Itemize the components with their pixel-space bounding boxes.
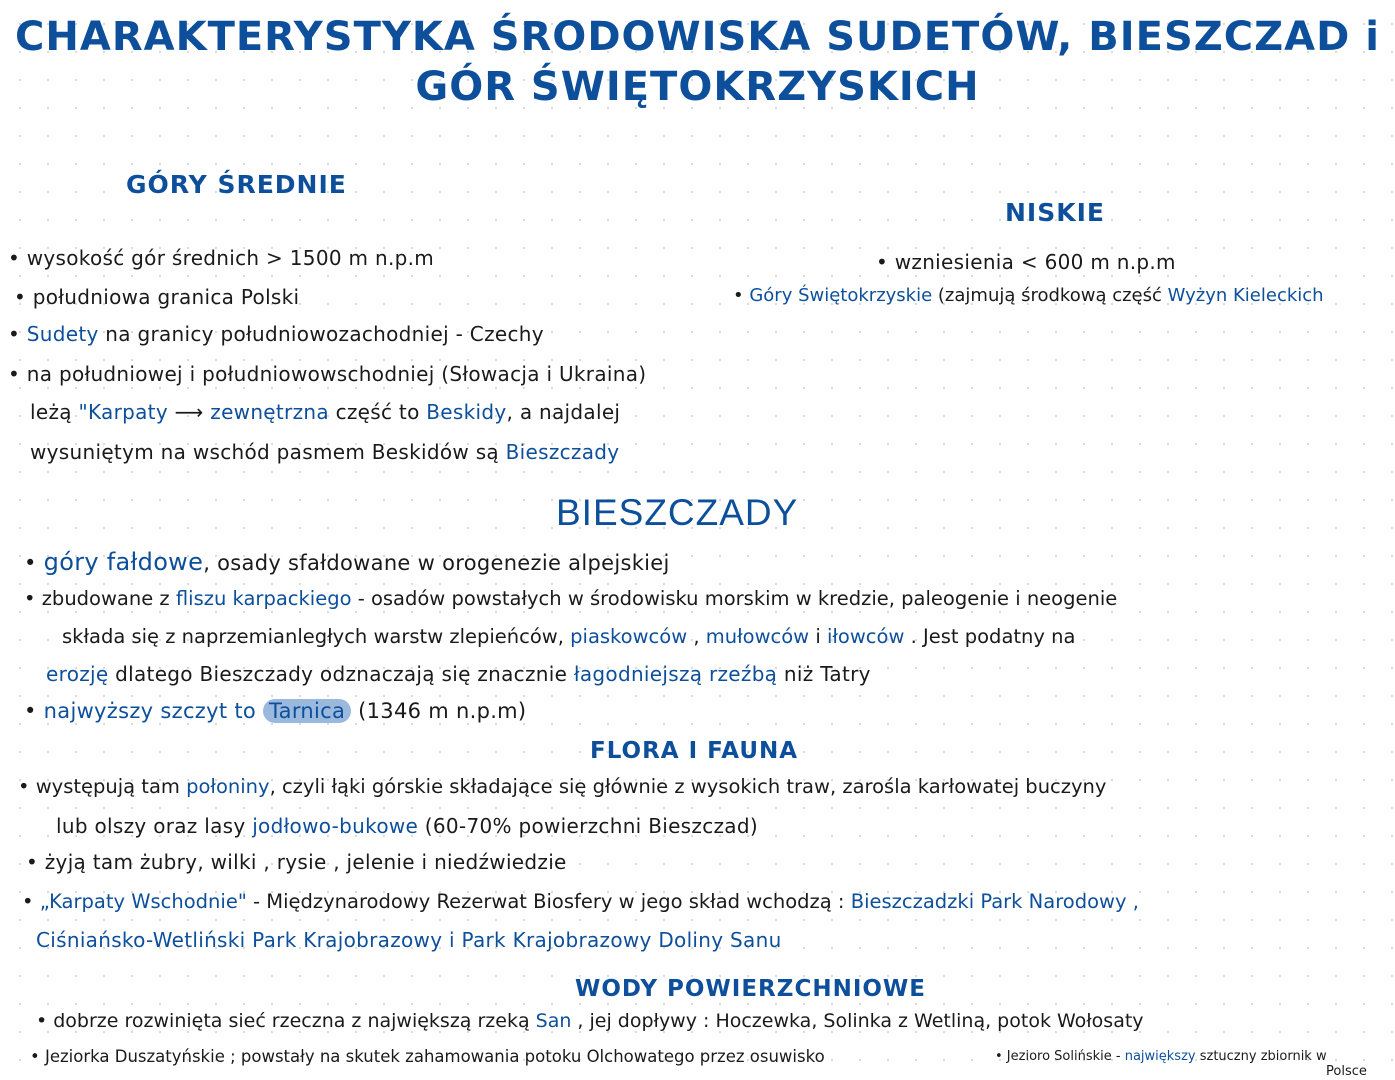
note-line	[24, 587, 1117, 610]
note-line: • na południowej i południowowschodniej (Słowacja i Ukraina)	[8, 362, 647, 386]
note-line	[36, 1010, 1144, 1032]
note-line: • wysokość gór średnich > 1500 m n.p.m	[8, 246, 435, 270]
bullet: •	[24, 699, 44, 723]
term-najwyzszy-szczyt: najwyższy szczyt to	[43, 699, 264, 723]
note-line: Polsce	[1326, 1064, 1367, 1079]
term-tarnica-highlight: Tarnica	[263, 699, 351, 723]
term-zewnetrzna: zewnętrzna	[210, 400, 329, 424]
heading-wody-powierzchniowe: WODY POWIERZCHNIOWE	[575, 976, 927, 1002]
note-line	[24, 699, 526, 723]
heading-niskie: NISKIE	[1005, 198, 1105, 227]
text-span: ,	[687, 625, 706, 648]
text-span: sztuczny zbiornik w	[1195, 1049, 1327, 1064]
term-karpaty: "Karpaty	[78, 400, 168, 424]
term-fliszu-karpackiego: fliszu karpackiego	[175, 587, 352, 610]
text-span: . Jest podatny na	[904, 625, 1076, 648]
bullet: •	[24, 551, 44, 575]
term-karpaty-wschodnie: „Karpaty Wschodnie"	[39, 890, 247, 913]
text-span: • Jezioro Solińskie -	[995, 1049, 1125, 1064]
page-title-line-2: GÓR ŚWIĘTOKRZYSKICH	[415, 64, 980, 110]
note-line	[18, 775, 1106, 798]
text-span: (zajmują środkową część	[932, 285, 1168, 306]
text-span: lub olszy oraz lasy	[56, 814, 253, 838]
text-span: dlatego Bieszczady odznaczają się znacznie	[108, 662, 574, 686]
term-mulowcow: mułowców	[705, 625, 810, 648]
term-ilowcow: iłowców	[826, 625, 905, 648]
text-span: , jej dopływy : Hoczewka, Solinka z Wetliną, potok Wołosaty	[571, 1010, 1144, 1032]
term-jodlowo-bukowe: jodłowo-bukowe	[252, 814, 419, 838]
term-beskidy: Beskidy	[426, 400, 507, 424]
note-line	[733, 285, 1324, 306]
arrow: ⟶	[167, 400, 211, 424]
note-line	[56, 814, 758, 838]
note-line: Ciśniańsko-Wetliński Park Krajobrazowy i Park Krajobrazowy Doliny Sanu	[36, 928, 782, 952]
text-span: leżą	[30, 400, 79, 424]
term-najwiekszy: największy	[1124, 1049, 1196, 1064]
term-gory-swietokrzyskie: Góry Świętokrzyskie	[749, 285, 933, 306]
note-line: • Jeziorka Duszatyńskie ; powstały na skutek zahamowania potoku Olchowatego przez osuwisko	[30, 1047, 825, 1066]
term-erozje: erozję	[46, 662, 109, 686]
note-line	[8, 322, 544, 346]
note-line	[22, 890, 1139, 913]
note-line	[24, 548, 670, 576]
text-span: - Międzynarodowy Rezerwat Biosfery w jego skład wchodzą :	[246, 890, 851, 913]
text-span: część to	[328, 400, 427, 424]
text-span: i	[809, 625, 827, 648]
text-span: • zbudowane z	[24, 587, 176, 610]
text-span: wysuniętym na wschód pasmem Beskidów są	[30, 440, 506, 464]
note-line: • żyją tam żubry, wilki , rysie , jelenie i niedźwiedzie	[26, 850, 567, 874]
note-line	[995, 1049, 1327, 1064]
text-span: , czyli łąki górskie składające się głównie z wysokich traw, zarośla karłowatej buczyny	[269, 775, 1107, 798]
note-line	[62, 625, 1075, 648]
bullet: •	[733, 285, 750, 306]
note-line	[30, 440, 619, 464]
note-line	[46, 662, 871, 686]
heading-flora-fauna: FLORA I FAUNA	[590, 738, 799, 764]
bullet: •	[22, 890, 40, 913]
text-span: niż Tatry	[777, 662, 871, 686]
text-span: - osadów powstałych w środowisku morskim w kredzie, paleogenie i neogenie	[351, 587, 1118, 610]
page-title-line-1: CHARAKTERYSTYKA ŚRODOWISKA SUDETÓW, BIESZCZAD i	[15, 14, 1380, 60]
term-gory-faldowe: góry fałdowe	[43, 548, 204, 576]
text-span: (60-70% powierzchni Bieszczad)	[418, 814, 758, 838]
term-wyzyn-kieleckich: Wyżyn Kieleckich	[1167, 285, 1324, 306]
note-line: • południowa granica Polski	[14, 285, 300, 309]
term-san: San	[535, 1010, 572, 1032]
text-span: , a najdalej	[506, 400, 621, 424]
note-line	[30, 400, 620, 424]
text-span: • występują tam	[18, 775, 187, 798]
term-poloniny: połoniny	[186, 775, 270, 798]
term-bieszczadzki-park-narodowy: Bieszczadzki Park Narodowy ,	[850, 890, 1139, 913]
text-span: • dobrze rozwinięta sieć rzeczna z największą rzeką	[36, 1010, 536, 1032]
text-span: składa się z naprzemianległych warstw zlepieńców,	[62, 625, 571, 648]
heading-gory-srednie: GÓRY ŚREDNIE	[126, 170, 347, 199]
text-span: , osady sfałdowane w orogenezie alpejskiej	[203, 551, 670, 575]
text-span: (1346 m n.p.m)	[351, 699, 527, 723]
heading-bieszczady: BIESZCZADY	[556, 492, 799, 533]
note-line: • wzniesienia < 600 m n.p.m	[876, 250, 1176, 274]
term-bieszczady: Bieszczady	[505, 440, 620, 464]
term-piaskowcow: piaskowców	[570, 625, 688, 648]
text-span: na granicy południowozachodniej - Czechy	[98, 322, 544, 346]
bullet: •	[8, 322, 27, 346]
term-lagodniejsza-rzezba: łagodniejszą rzeźbą	[573, 662, 778, 686]
term-sudety: Sudety	[26, 322, 99, 346]
